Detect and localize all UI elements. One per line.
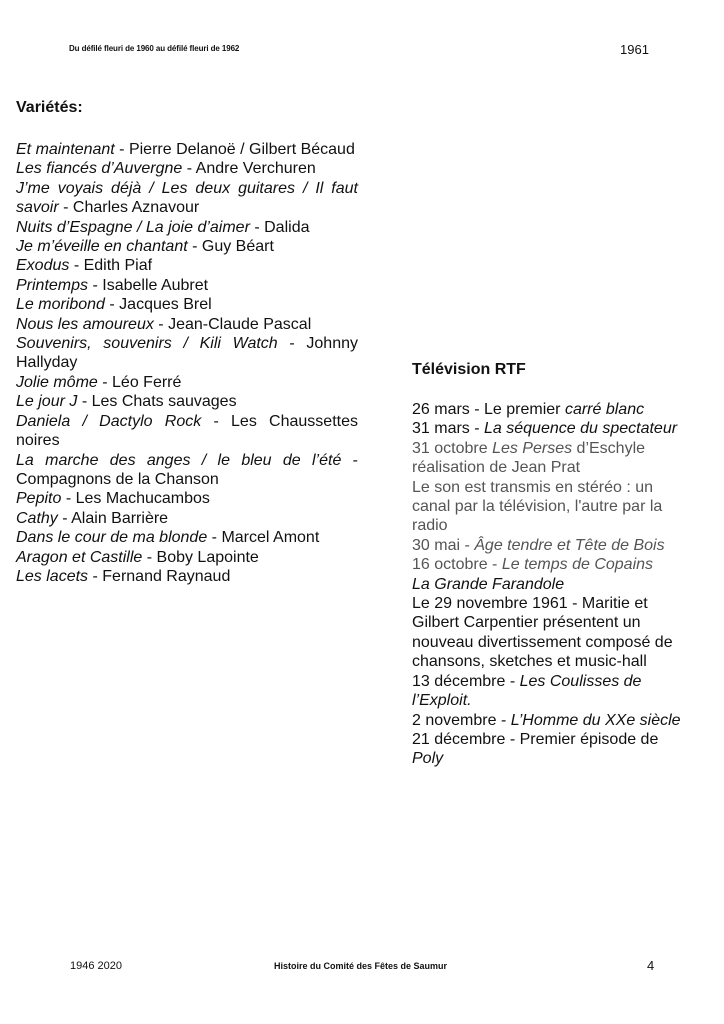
artist: - Alain Barrière bbox=[57, 509, 169, 527]
artist: - Les Machucambos bbox=[61, 490, 210, 508]
varietes-entry bbox=[16, 412, 358, 451]
tv-entry: 13 décembre - Les Coulisses de l’Exploit. bbox=[412, 672, 642, 710]
varietes-entry bbox=[16, 237, 358, 256]
artist: - Isabelle Aubret bbox=[88, 276, 209, 294]
varietes-entry bbox=[16, 315, 358, 334]
varietes-entry bbox=[16, 218, 358, 237]
footer-title: Histoire du Comité des Fêtes de Saumur bbox=[274, 961, 448, 971]
tv-entry: 16 octobre - Le temps de Copains bbox=[412, 556, 654, 574]
section-title-television: Télévision RTF bbox=[412, 361, 526, 378]
song-title: Jolie môme bbox=[16, 373, 98, 391]
varietes-entry bbox=[16, 489, 358, 508]
artist: - Les Chats sauvages bbox=[77, 393, 237, 411]
varietes-entry bbox=[16, 548, 358, 567]
varietes-entry bbox=[16, 528, 358, 547]
song-title: Souvenirs, souvenirs / Kili Watch bbox=[16, 335, 278, 353]
varietes-entry bbox=[16, 334, 358, 373]
song-title: Dans le cour de ma blonde bbox=[16, 529, 208, 547]
artist: - Boby Lapointe bbox=[142, 548, 259, 566]
tv-entry: 2 novembre - L’Homme du XXe siècle bbox=[412, 711, 681, 729]
varietes-entry bbox=[16, 451, 358, 490]
varietes-entry bbox=[16, 140, 358, 159]
varietes-entry bbox=[16, 179, 358, 218]
varietes-list bbox=[16, 140, 358, 586]
running-header: Du défilé fleuri de 1960 au défilé fleuri de 1962 bbox=[69, 44, 240, 53]
song-title: J’me voyais déjà / Les deux guitares / Il faut savoir bbox=[16, 179, 358, 217]
tv-entry: 26 mars - Le premier carré blanc bbox=[412, 401, 645, 418]
song-title: Le jour J bbox=[16, 393, 78, 411]
song-title: Aragon et Castille bbox=[16, 548, 143, 566]
footer-years: 1946 2020 bbox=[70, 960, 122, 972]
artist: - Pierre Delanoë / Gilbert Bécaud bbox=[114, 141, 355, 158]
artist: - Léo Ferré bbox=[97, 373, 182, 391]
artist: - Compagnons de la Chanson bbox=[16, 451, 358, 488]
television-list bbox=[412, 400, 682, 769]
artist: - Edith Piaf bbox=[69, 257, 153, 275]
varietes-entry bbox=[16, 509, 358, 528]
song-title: Printemps bbox=[16, 276, 89, 294]
varietes-entry bbox=[16, 567, 358, 586]
song-title: Les lacets bbox=[16, 567, 89, 585]
artist: - Fernand Raynaud bbox=[88, 567, 231, 585]
header-year: 1961 bbox=[620, 42, 649, 57]
tv-entry: 31 mars - La séquence du spectateur bbox=[412, 420, 678, 438]
tv-entry: 21 décembre - Premier épisode de Poly bbox=[412, 730, 659, 768]
artist: - Guy Béart bbox=[187, 238, 274, 256]
song-title: Nous les amoureux bbox=[16, 315, 154, 333]
varietes-entry bbox=[16, 392, 358, 411]
varietes-entry bbox=[16, 373, 358, 392]
artist: - Andre Verchuren bbox=[182, 160, 316, 178]
varietes-entry bbox=[16, 276, 358, 295]
tv-entry: 30 mai - Âge tendre et Tête de Bois bbox=[412, 536, 665, 554]
artist: - Jean-Claude Pascal bbox=[153, 315, 312, 333]
artist: - Les Chaussettes noires bbox=[16, 412, 358, 450]
varietes-entry bbox=[16, 295, 358, 314]
song-title: La marche des anges / le bleu de l’été bbox=[16, 451, 342, 469]
varietes-entry bbox=[16, 159, 358, 178]
song-title: Exodus bbox=[16, 257, 70, 275]
song-title: Les fiancés d’Auvergne bbox=[16, 160, 183, 178]
tv-entry: Le 29 novembre 1961 - Maritie et Gilbert Carpentier présentent un nouveau divertissement composé de chansons, sketches et music-hall bbox=[412, 595, 673, 671]
artist: - Johnny Hallyday bbox=[16, 335, 358, 372]
section-title-varietes: Variétés: bbox=[16, 99, 83, 116]
page-number: 4 bbox=[647, 958, 655, 973]
song-title: Cathy bbox=[16, 509, 58, 527]
artist: - Dalida bbox=[249, 218, 310, 236]
varietes-entry bbox=[16, 256, 358, 275]
tv-entry: 31 octobre Les Perses d’Eschyle réalisation de Jean Prat bbox=[412, 439, 646, 477]
song-title: Et maintenant bbox=[16, 141, 115, 158]
song-title: Le moribond bbox=[16, 296, 105, 314]
artist: - Marcel Amont bbox=[207, 529, 320, 547]
song-title: Pepito bbox=[16, 490, 62, 508]
tv-entry: La Grande Farandole bbox=[412, 575, 565, 593]
song-title: Daniela / Dactylo Rock bbox=[16, 412, 202, 430]
tv-entry: Le son est transmis en stéréo : un canal par la télévision, l'autre par la radio bbox=[412, 478, 663, 535]
song-title: Nuits d’Espagne / La joie d’aimer bbox=[16, 218, 250, 236]
artist: - Charles Aznavour bbox=[58, 199, 200, 217]
song-title: Je m’éveille en chantant bbox=[16, 238, 188, 256]
artist: - Jacques Brel bbox=[104, 296, 212, 314]
